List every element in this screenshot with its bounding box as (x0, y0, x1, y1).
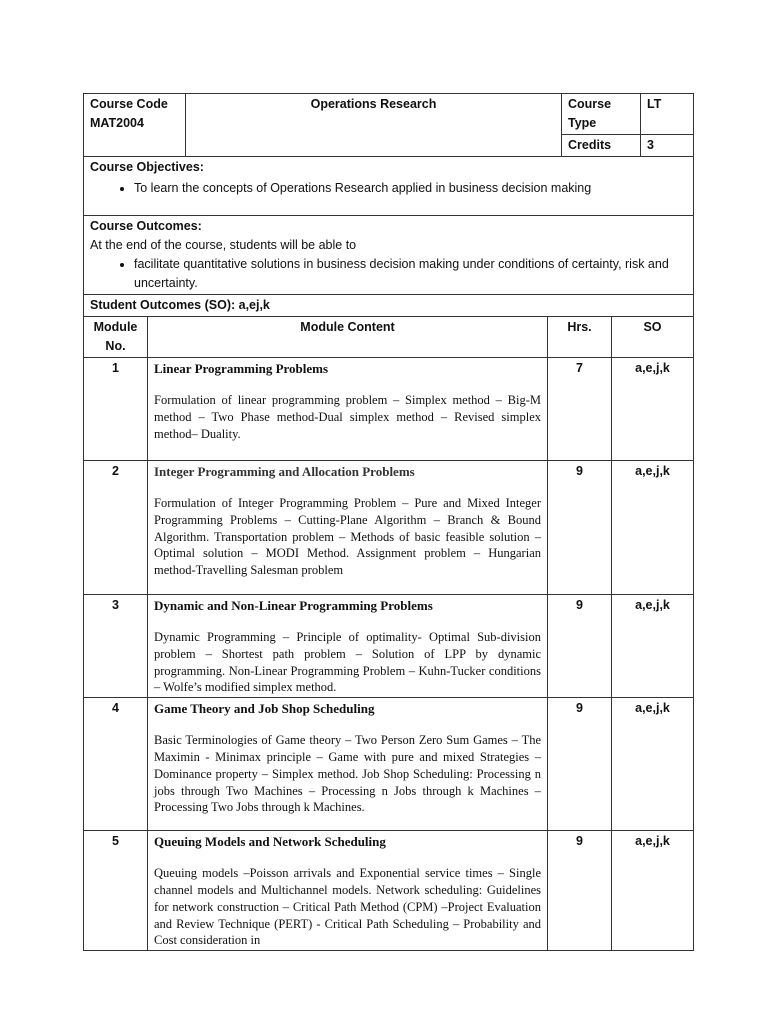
objective-item: • To learn the concepts of Operations Research applied in business decision making (134, 179, 687, 198)
so-header: SO (612, 317, 694, 358)
course-title: Operations Research (186, 94, 562, 157)
module-title: Queuing Models and Network Scheduling (154, 834, 386, 850)
outcomes-list (90, 255, 687, 293)
table-row (84, 461, 694, 595)
module-content (148, 461, 548, 595)
objectives-list (90, 179, 687, 198)
module-so: a,e,j,k (612, 831, 694, 951)
table-row (84, 595, 694, 698)
objectives-heading: Course Objectives: (90, 160, 204, 174)
module-number: 5 (84, 831, 148, 951)
module-table (83, 316, 694, 951)
outcomes-heading: Course Outcomes: (90, 219, 202, 233)
course-code-label: Course Code (90, 97, 168, 111)
module-number: 1 (84, 358, 148, 461)
module-content (148, 831, 548, 951)
course-code-cell (84, 94, 186, 157)
module-content (148, 698, 548, 831)
module-hours: 9 (548, 698, 612, 831)
module-text: Basic Terminologies of Game theory – Two Person Zero Sum Games – The Maximin - Minimax principle – Game with pure and mixed Strategies – Dominance property – Simplex method. Job Shop Scheduling: Processing n jobs through Two Machines – Processing n Jobs through k Machines – Processing Two Jobs through k Machines. (154, 733, 541, 815)
credits-label: Credits (562, 135, 641, 157)
outcomes-section (84, 216, 694, 295)
student-outcomes: Student Outcomes (SO): a,ej,k (84, 295, 694, 317)
module-title: Integer Programming and Allocation Problems (154, 464, 415, 479)
module-so: a,e,j,k (612, 358, 694, 461)
module-hours: 7 (548, 358, 612, 461)
module-text: Formulation of linear programming problem – Simplex method – Big-M method – Two Phase method-Dual simplex method – Revised simplex method– Duality. (154, 393, 541, 441)
module-content (148, 358, 548, 461)
module-title: Game Theory and Job Shop Scheduling (154, 701, 375, 717)
course-code-value: MAT2004 (90, 116, 144, 130)
syllabus-page (83, 93, 693, 951)
table-row (84, 698, 694, 831)
module-so: a,e,j,k (612, 595, 694, 698)
module-hours: 9 (548, 461, 612, 595)
table-row (84, 831, 694, 951)
module-title: Dynamic and Non-Linear Programming Problems (154, 598, 433, 613)
module-content-header: Module Content (148, 317, 548, 358)
outcome-item: • facilitate quantitative solutions in business decision making under conditions of certainty, risk and uncertainty. (134, 255, 687, 293)
outcomes-intro: At the end of the course, students will be able to (90, 238, 357, 252)
credits-value: 3 (641, 135, 694, 157)
module-so: a,e,j,k (612, 461, 694, 595)
module-number: 4 (84, 698, 148, 831)
module-text: Queuing models –Poisson arrivals and Exponential service times – Single channel models and Multichannel models. Network scheduling: Guidelines for network construction – Critical Path Method (CPM) –Project Evaluation and Review Technique (PERT) - Critical Path Scheduling – Probability and Cost consideration in (154, 866, 541, 948)
module-hours: 9 (548, 595, 612, 698)
module-so: a,e,j,k (612, 698, 694, 831)
module-text: Dynamic Programming – Principle of optimality- Optimal Sub-division problem – Shortest path problem – Solution of LPP by dynamic programming. Non-Linear Programming Problem – Kuhn-Tucker conditions – Wolfe’s modified simplex method. (154, 630, 541, 695)
module-hours: 9 (548, 831, 612, 951)
module-number: 2 (84, 461, 148, 595)
hrs-header: Hrs. (548, 317, 612, 358)
module-number: 3 (84, 595, 148, 698)
course-header-table (83, 93, 694, 317)
course-type-value: LT (641, 94, 694, 135)
module-content (148, 595, 548, 698)
module-text: Formulation of Integer Programming Problem – Pure and Mixed Integer Programming Problems – Cutting-Plane Algorithm – Branch & Bound Algorithm. Transportation problem – Methods of basic feasible solution – Optimal solution – MODI Method. Assignment problem – Hungarian method-Travelling Salesman problem (154, 496, 541, 578)
module-no-header: Module No. (84, 317, 148, 358)
course-type-label: Course Type (562, 94, 641, 135)
table-row (84, 358, 694, 461)
objectives-section (84, 157, 694, 216)
module-title: Linear Programming Problems (154, 361, 329, 376)
